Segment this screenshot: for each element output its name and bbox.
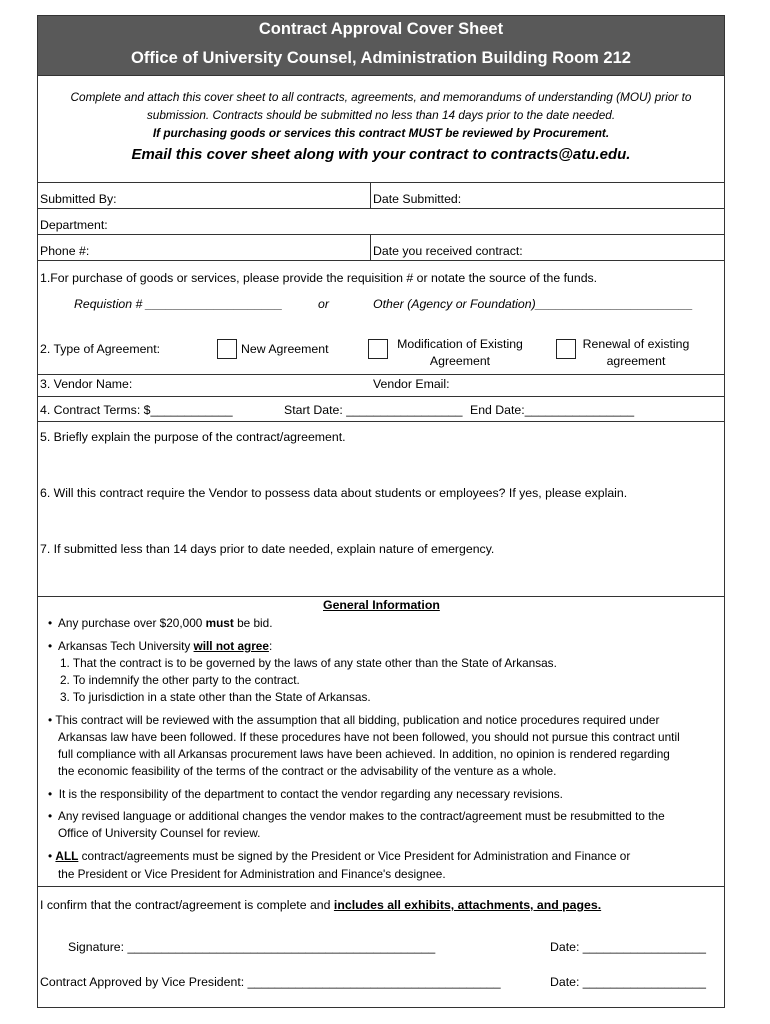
list-item: 2. To indemnify the other party to the contract. [60, 673, 300, 687]
bullet-revised-line2: Office of University Counsel for review. [58, 826, 261, 840]
email-instruction: Email this cover sheet along with your contract to contracts@atu.edu. [131, 146, 631, 163]
form-header [38, 16, 724, 76]
bullet-bid-pre: Any purchase over $20,000 [58, 616, 206, 630]
divider [370, 234, 371, 260]
bullet-signatures-bold: ALL [55, 849, 79, 863]
modification-label-line1: Modification of Existing [397, 337, 523, 351]
vendor-name-field[interactable]: 3. Vendor Name: [40, 377, 133, 391]
confirm-statement [40, 898, 601, 912]
divider [38, 421, 724, 422]
funding-question: 1.For purchase of goods or services, please provide the requisition # or notate the source of the funds. [40, 271, 598, 285]
divider [38, 886, 724, 887]
phone-field[interactable]: Phone #: [40, 244, 90, 258]
bullet-signatures-line1: contract/agreements must be signed by the President or Vice President for Administration and Finance or [78, 849, 631, 863]
bullet-review: • This contract will be reviewed with the assumption that all bidding, publication and notice procedures required under [48, 713, 660, 727]
modification-checkbox[interactable] [368, 339, 388, 359]
divider [38, 234, 724, 235]
date-received-field[interactable]: Date you received contract: [373, 244, 523, 258]
procurement-notice: If purchasing goods or services this contract MUST be reviewed by Procurement. [152, 126, 610, 140]
bullet-wna-pre: Arkansas Tech University [58, 639, 194, 653]
data-question: 6. Will this contract require the Vendor to possess data about students or employees? If yes, please explain. [40, 486, 628, 500]
or-label: or [318, 297, 329, 311]
instruction-line-1: Complete and attach this cover sheet to all contracts, agreements, and memorandums of understanding (MOU) prior to [70, 90, 692, 104]
new-agreement-checkbox[interactable] [217, 339, 237, 359]
submitted-by-field[interactable]: Submitted By: [40, 192, 117, 206]
bullet-signatures: • ALL contract/agreements must be signed by the President or Vice President for Administration and Finance or [48, 849, 631, 863]
divider [38, 596, 724, 597]
instruction-line-2: submission. Contracts should be submitted no less than 14 days prior to the date needed. [146, 108, 616, 122]
divider [370, 182, 371, 208]
bullet-wna-post: : [268, 639, 273, 653]
renewal-checkbox[interactable] [556, 339, 576, 359]
bullet-signatures-line2: the President or Vice President for Administration and Finance's designee. [58, 867, 446, 881]
divider [38, 260, 724, 261]
confirm-bold: includes all exhibits, attachments, and pages. [333, 898, 602, 912]
general-info-title: General Information [323, 598, 440, 612]
bullet-review-line2: Arkansas law have been followed. If these procedures have not been followed, you should not pursue this contract until [58, 730, 680, 744]
renewal-label-line1: Renewal of existing [582, 337, 690, 351]
bullet-bid-bold: must [205, 616, 234, 630]
date-submitted-field[interactable]: Date Submitted: [373, 192, 462, 206]
confirm-pre: I confirm that the contract/agreement is complete and [40, 898, 334, 912]
contract-terms-field[interactable]: 4. Contract Terms: $____________ [40, 403, 233, 417]
vp-approval-field[interactable]: Contract Approved by Vice President: _____________________________________ [40, 975, 501, 989]
new-agreement-label: New Agreement [241, 342, 329, 356]
bullet-will-not-agree: • Arkansas Tech University will not agree: [48, 639, 273, 653]
bullet-wna-bold: will not agree [193, 639, 269, 653]
signature-date-field[interactable]: Date: __________________ [550, 940, 706, 954]
requisition-field[interactable]: Requistion # ____________________ [74, 297, 283, 311]
renewal-label [576, 337, 696, 368]
agreement-type-label: 2. Type of Agreement: [40, 342, 161, 356]
purpose-question: 5. Briefly explain the purpose of the contract/agreement. [40, 430, 346, 444]
bullet-responsibility-text: It is the responsibility of the department to contact the vendor regarding any necessary revisions. [58, 787, 563, 801]
list-item: 3. To jurisdiction in a state other than the State of Arkansas. [60, 690, 371, 704]
emergency-question: 7. If submitted less than 14 days prior to date needed, explain nature of emergency. [40, 542, 495, 556]
divider [38, 182, 724, 183]
bullet-responsibility: • It is the responsibility of the department to contact the vendor regarding any necessary revisions. [48, 787, 563, 801]
divider [38, 208, 724, 209]
other-funding-field[interactable]: Other (Agency or Foundation)_______________________ [373, 297, 693, 311]
vendor-email-field[interactable]: Vendor Email: [373, 377, 450, 391]
bullet-bid-post: be bid. [233, 616, 273, 630]
form-title: Contract Approval Cover Sheet [258, 20, 504, 38]
bullet-review-line3: full compliance with all Arkansas procurement laws have been achieved. In addition, no opinion is rendered regarding [58, 747, 670, 761]
bullet-revised: • Any revised language or additional changes the vendor makes to the contract/agreement must be resubmitted to the [48, 809, 665, 823]
end-date-field[interactable]: End Date:________________ [470, 403, 635, 417]
list-item: 1. That the contract is to be governed by the laws of any state other than the State of Arkansas. [60, 656, 557, 670]
bullet-review-line1: This contract will be reviewed with the assumption that all bidding, publication and notice procedures required under [55, 713, 660, 727]
divider [38, 396, 724, 397]
bullet-bid: • Any purchase over $20,000 must be bid. [48, 616, 273, 630]
cover-sheet-form [37, 15, 725, 1008]
bullet-review-line4: the economic feasibility of the terms of the contract or the advisability of the venture as a whole. [58, 764, 557, 778]
divider [38, 374, 724, 375]
modification-label [390, 337, 530, 368]
renewal-label-line2: agreement [606, 354, 666, 368]
signature-field[interactable]: Signature: _____________________________________________ [68, 940, 436, 954]
start-date-field[interactable]: Start Date: _________________ [284, 403, 463, 417]
modification-label-line2: Agreement [429, 354, 491, 368]
vp-approval-date-field[interactable]: Date: __________________ [550, 975, 706, 989]
form-subtitle: Office of University Counsel, Administration Building Room 212 [131, 49, 631, 67]
department-field[interactable]: Department: [40, 218, 108, 232]
bullet-revised-line1: Any revised language or additional changes the vendor makes to the contract/agreement must be resubmitted to the [58, 809, 665, 823]
